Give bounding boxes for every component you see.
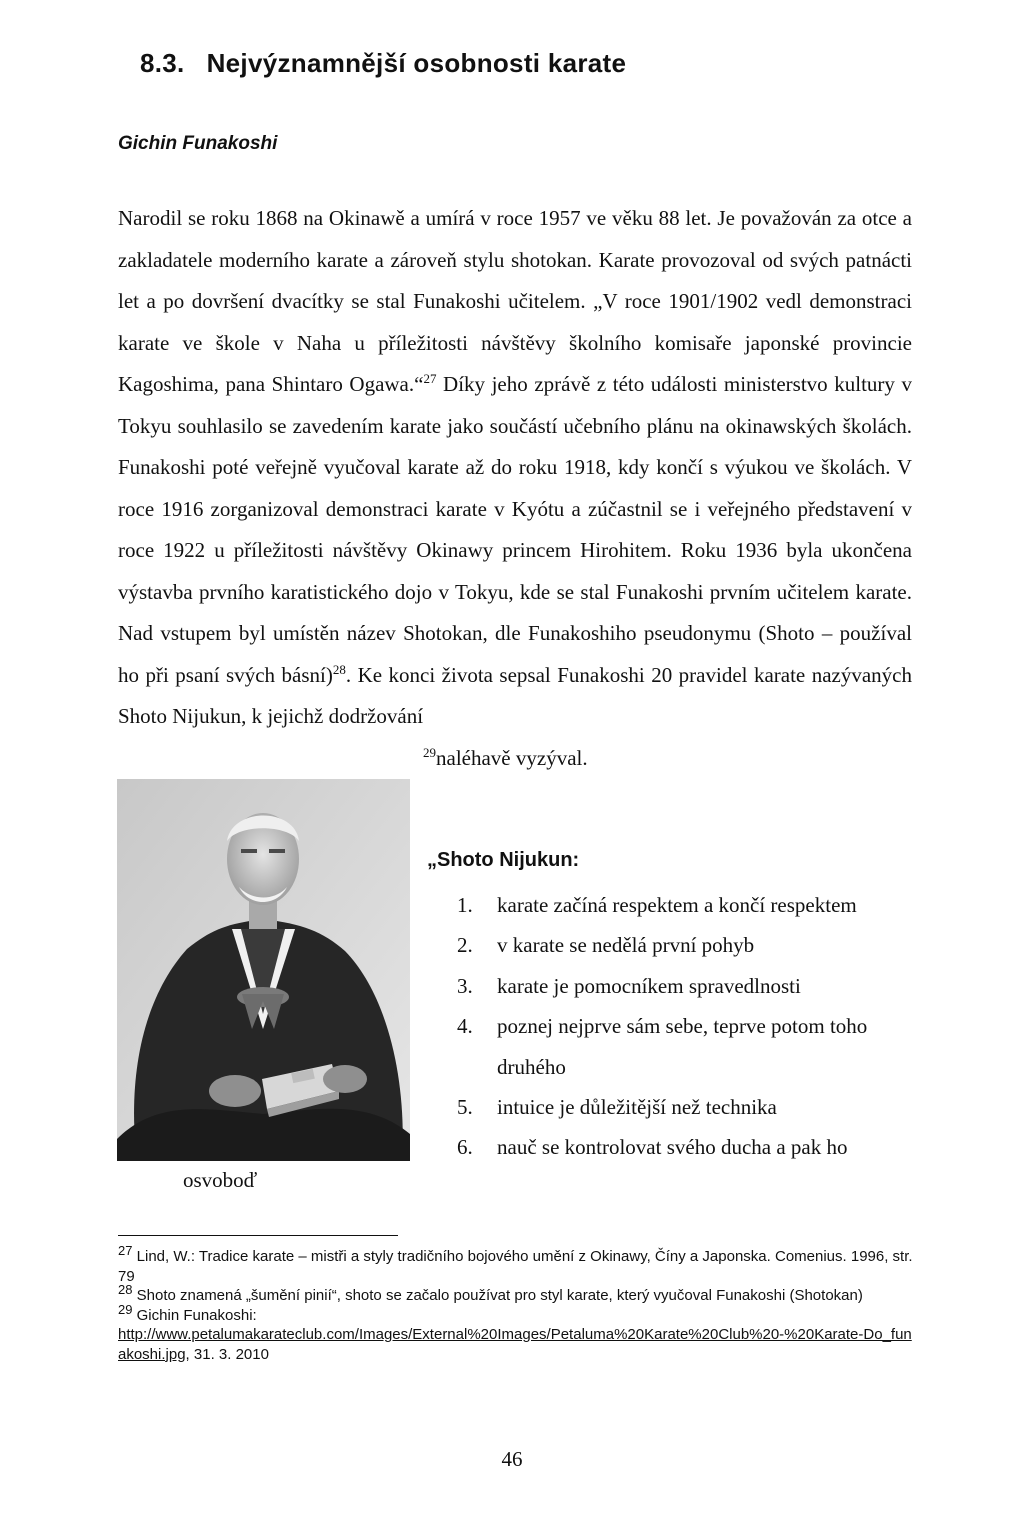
source-link[interactable]: http://www.petalumakarateclub.com/Images/External%20Images/Petaluma%20Karate%20Club%20-%20Karate-Do_funakoshi.jpg <box>118 1326 912 1363</box>
list-item-text: karate je pomocníkem spravedlnosti <box>497 973 801 998</box>
rules-list <box>457 885 917 1168</box>
list-item <box>457 966 917 1006</box>
section-heading <box>140 48 626 79</box>
footnote-ref-28[interactable]: 28 <box>332 661 346 677</box>
footnote-29 <box>118 1301 918 1365</box>
list-item-number: 6. <box>457 1135 473 1160</box>
footnote-27 <box>118 1243 918 1286</box>
list-item-number: 1. <box>457 893 473 917</box>
footnote-ref-29[interactable]: 29 <box>423 744 436 760</box>
footnote-text: Shoto znamená „šumění pinií“, shoto se začalo používat pro styl karate, který vyučoval Funakoshi (Shotokan) <box>136 1287 863 1304</box>
list-item <box>457 1006 917 1087</box>
footnote-text: Gichin Funakoshi: <box>136 1306 257 1324</box>
page-number: 46 <box>501 1447 523 1471</box>
list-item-text: nauč se kontrolovat svého ducha a pak ho <box>497 1135 848 1160</box>
body-paragraph <box>118 198 912 779</box>
footnote-divider <box>118 1235 398 1236</box>
portrait-illustration <box>117 779 410 1161</box>
footnote-number: 27 <box>118 1243 133 1258</box>
paragraph-text-3: . Ke konci života sepsal Funakoshi 20 pravidel karate nazývaných Shoto Nijukun, k jejichž dodržování <box>118 662 912 728</box>
footnote-number: 28 <box>118 1282 133 1297</box>
list-item-text: intuice je důležitější než technika <box>497 1095 777 1120</box>
list-title: „Shoto Nijukun: <box>427 849 580 871</box>
list-item-number: 3. <box>457 973 473 998</box>
paragraph-text-1: Narodil se roku 1868 na Okinawě a umírá v roce 1957 ve věku 88 let. Je považován za otce a zakladatele moderního karate a zároveň stylu shotokan. Karate provozoval od svých patnácti let a po dovršení dvacítky se stal Funakoshi učitelem. „V roce 1901/1902 vedl demonstraci karate ve škole v Naha u příležitosti návštěvy školního komisaře japonské provincie Kagoshima, pana Shintaro Ogawa.“ <box>118 206 912 396</box>
list-item <box>457 1087 917 1127</box>
paragraph-text-2: Díky jeho zprávě z této události ministerstvo kultury v Tokyu souhlasilo se zavedením karate jako součástí učebního plánu na okinawských školách. Funakoshi poté veřejně vyučoval karate až do roku 1918, kdy končí s výukou ve školách. V roce 1916 zorganizoval demonstraci karate v Kyótu a zúčastnil se i veřejného představení v roce 1922 u příležitosti návštěvy Okinawy princem Hirohitem. Roku 1936 byla ukončena výstavba prvního karatistického dojo v Tokyu, kde se stal Funakoshi prvním učitelem karate. Nad vstupem byl umístěn název Shotokan, dle Funakoshiho pseudonymu (Shoto – používal ho při psaní svých básní) <box>118 372 912 687</box>
list-item <box>457 885 917 925</box>
list-item <box>457 925 917 965</box>
footnote-number: 29 <box>118 1301 133 1317</box>
list-item-text: karate začíná respektem a končí respektem <box>497 893 857 917</box>
list-item <box>457 1127 917 1167</box>
list-item-continuation: osvoboď <box>183 1168 258 1192</box>
list-item-number: 2. <box>457 933 473 958</box>
section-number: 8.3. <box>140 48 185 78</box>
section-title: Nejvýznamnější osobnosti karate <box>206 48 627 78</box>
list-item-number: 4. <box>457 1014 473 1039</box>
list-item-number: 5. <box>457 1095 473 1120</box>
footnote-ref-27[interactable]: 27 <box>423 371 437 386</box>
list-item-text: poznej nejprve sám sebe, teprve potom toho druhého <box>497 1014 868 1079</box>
portrait-photo <box>117 779 410 1161</box>
list-item-text: v karate se nedělá první pohyb <box>497 933 755 958</box>
footnote-28 <box>118 1282 918 1306</box>
footnotes <box>118 1243 918 1364</box>
footnote-text: Lind, W.: Tradice karate – mistři a styly tradičního bojového umění z Okinawy, Číny a Japonska. Comenius. 1996, str. 79 <box>118 1248 913 1285</box>
access-date: , 31. 3. 2010 <box>185 1345 269 1363</box>
paragraph-text-4: naléhavě vyzýval. <box>436 745 588 770</box>
person-name: Gichin Funakoshi <box>118 133 278 154</box>
